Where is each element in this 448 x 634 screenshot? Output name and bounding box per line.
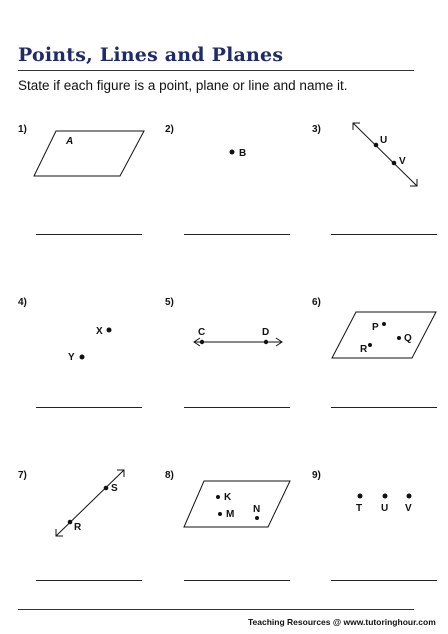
label-n: N xyxy=(253,504,261,515)
figure-points-tuv xyxy=(348,490,420,516)
page-title: Points, Lines and Planes xyxy=(18,44,284,66)
answer-line-2[interactable] xyxy=(184,234,290,235)
problem-number-3: 3) xyxy=(312,124,321,135)
label-k: K xyxy=(224,492,232,503)
figure-line-cd xyxy=(188,322,288,352)
label-q: Q xyxy=(404,333,412,344)
footer-credit: Teaching Resources @ www.tutoringhour.com xyxy=(248,617,436,627)
figure-line-sr xyxy=(50,466,130,542)
answer-line-7[interactable] xyxy=(36,580,142,581)
answer-line-1[interactable] xyxy=(36,234,142,235)
figure-plane-pqr xyxy=(328,308,440,362)
problem-number-6: 6) xyxy=(312,297,321,308)
problem-number-9: 9) xyxy=(312,470,321,481)
label-m: M xyxy=(226,509,235,520)
answer-line-5[interactable] xyxy=(184,407,290,408)
label-b: B xyxy=(239,148,247,159)
label-r: R xyxy=(360,344,368,355)
label-a: A xyxy=(66,136,74,147)
figure-plane-a xyxy=(30,126,150,182)
label-c: C xyxy=(198,327,206,338)
answer-line-6[interactable] xyxy=(331,407,437,408)
label-p: P xyxy=(372,322,379,333)
label-u: U xyxy=(380,135,388,146)
label-s: S xyxy=(111,483,118,494)
label-y: Y xyxy=(68,352,75,363)
problem-number-8: 8) xyxy=(165,470,174,481)
label-d: D xyxy=(262,327,270,338)
label-x: X xyxy=(96,326,103,337)
problem-number-7: 7) xyxy=(18,470,27,481)
answer-line-8[interactable] xyxy=(184,580,290,581)
label-r-line: R xyxy=(74,522,82,533)
title-divider xyxy=(18,70,414,71)
answer-line-3[interactable] xyxy=(331,234,437,235)
label-v: V xyxy=(399,156,406,167)
answer-line-9[interactable] xyxy=(331,580,437,581)
problem-number-1: 1) xyxy=(18,124,27,135)
figure-points-xy xyxy=(60,320,120,366)
figure-line-uv xyxy=(345,118,425,192)
footer-divider xyxy=(18,609,414,610)
instructions: State if each figure is a point, plane or line and name it. xyxy=(18,78,348,93)
answer-line-4[interactable] xyxy=(36,407,142,408)
figure-plane-kmn xyxy=(182,478,294,530)
label-t: T xyxy=(356,503,363,514)
problem-number-2: 2) xyxy=(165,124,174,135)
problem-number-5: 5) xyxy=(165,297,174,308)
problem-number-4: 4) xyxy=(18,297,27,308)
label-u2: U xyxy=(381,503,389,514)
figure-point-b xyxy=(220,142,260,162)
label-v2: V xyxy=(405,503,412,514)
